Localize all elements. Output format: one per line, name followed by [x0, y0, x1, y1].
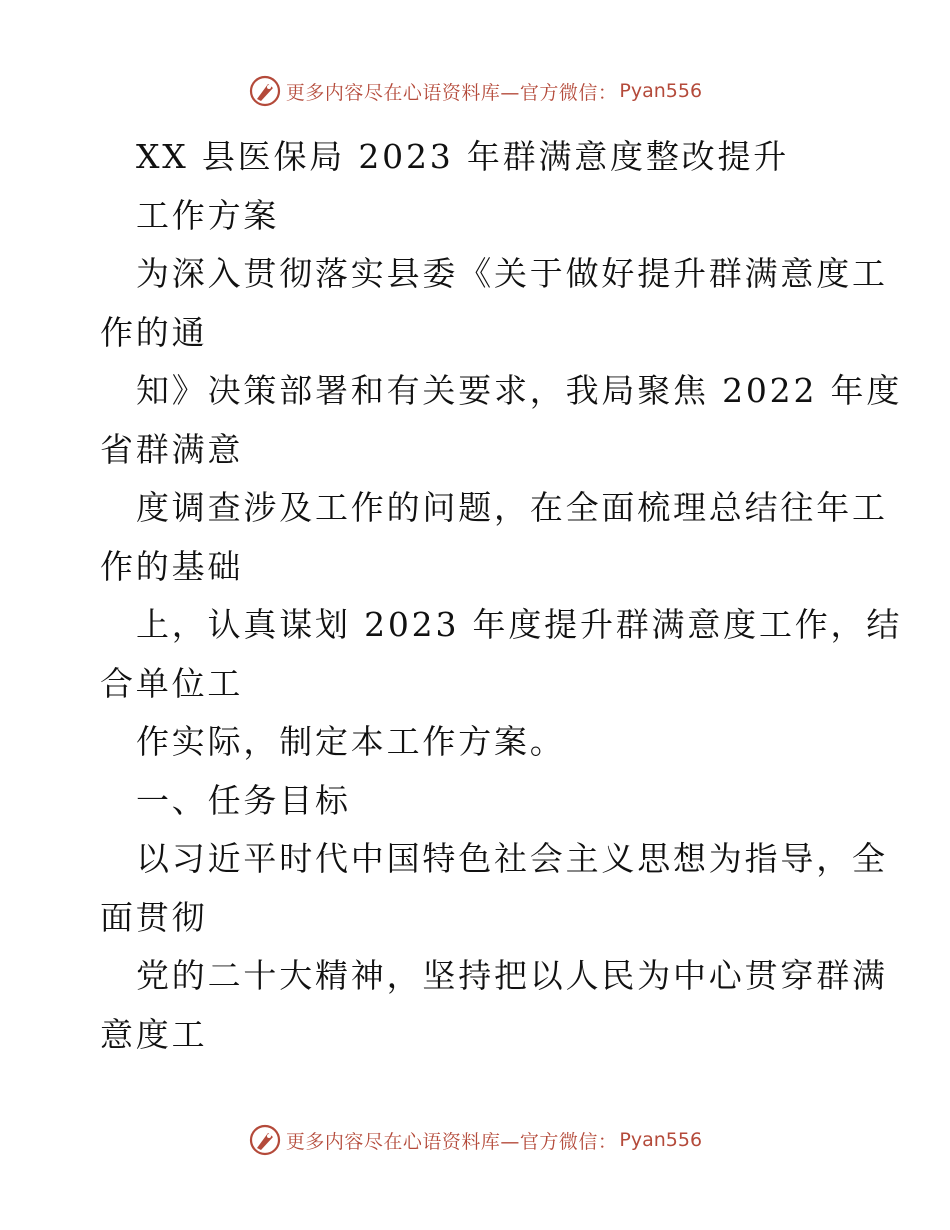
doc-section-heading: 一、任务目标 — [136, 780, 351, 820]
document-body — [100, 128, 903, 1064]
doc-paragraph-line: 作的基础 — [100, 546, 244, 586]
watermark-text: 更多内容尽在心语资料库—官方微信： — [285, 81, 618, 104]
pen-nib-circle-icon — [248, 74, 282, 108]
doc-paragraph-line: 党的二十大精神，坚持把以人民为中心贯穿群满 — [136, 956, 888, 995]
watermark-account: Pyan556 — [619, 1129, 703, 1151]
doc-paragraph-line: 作的通 — [100, 312, 208, 352]
doc-paragraph-line: 省群满意 — [100, 429, 244, 469]
watermark-header — [0, 71, 950, 111]
doc-paragraph-line: 以习近平时代中国特色社会主义思想为指导，全 — [136, 839, 888, 878]
doc-paragraph-line: 度调查涉及工作的问题，在全面梳理总结往年工 — [136, 488, 888, 527]
doc-paragraph-line: 知》决策部署和有关要求，我局聚焦 2022 年度 — [136, 371, 903, 410]
doc-paragraph-line: 上，认真谋划 2023 年度提升群满意度工作，结 — [136, 605, 903, 644]
doc-title-line-1: XX 县医保局 2023 年群满意度整改提升 — [136, 137, 790, 176]
doc-paragraph-line: 意度工 — [100, 1014, 208, 1054]
watermark-text: 更多内容尽在心语资料库—官方微信： — [285, 1130, 618, 1153]
doc-paragraph-line: 合单位工 — [100, 663, 244, 703]
doc-paragraph-line: 面贯彻 — [100, 897, 208, 937]
doc-paragraph-line: 为深入贯彻落实县委《关于做好提升群满意度工 — [136, 254, 888, 293]
doc-title-line-2: 工作方案 — [136, 195, 280, 235]
doc-paragraph-line: 作实际，制定本工作方案。 — [136, 722, 566, 761]
watermark-account: Pyan556 — [619, 80, 703, 102]
pen-nib-circle-icon — [248, 1123, 282, 1157]
watermark-footer — [0, 1120, 950, 1160]
